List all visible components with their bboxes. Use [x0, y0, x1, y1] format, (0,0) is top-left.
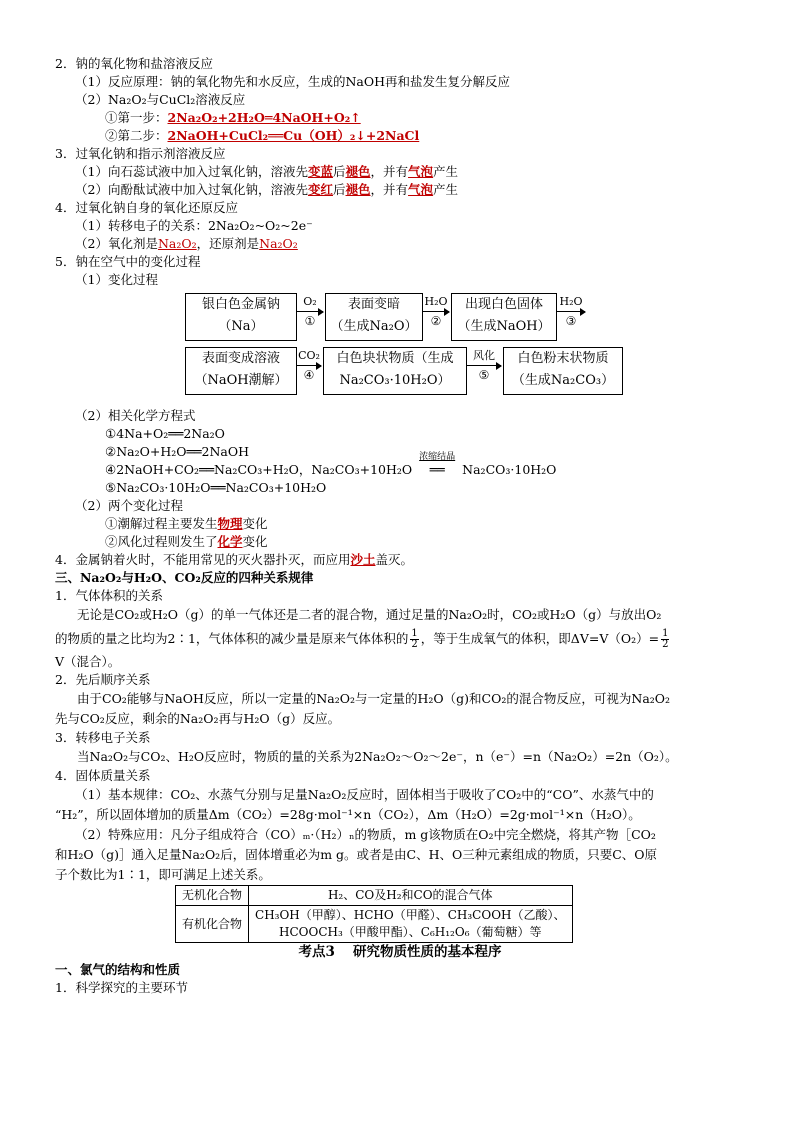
- equation-line: ①第一步：2Na₂O₂+2H₂O═4NaOH+O₂↑: [105, 110, 361, 125]
- text-line: 的物质的量之比均为2∶1，气体体积的减少量是原来气体体积的 $\frac{1}{2}$ ，等于生成氧气的体积，即ΔV=V（O₂）= $\frac{1}{2}$: [55, 628, 669, 650]
- diagram-box: 银白色金属钠 （Na）: [185, 293, 297, 341]
- text-line: 当Na₂O₂与CO₂、H₂O反应时，物质的量的关系为2Na₂O₂～O₂～2e⁻，n（e⁻）=n（Na₂O₂）=2n（O₂）。: [77, 749, 678, 764]
- section-heading: 三、Na₂O₂与H₂O、CO₂反应的四种关系规律: [55, 570, 314, 585]
- equation-answer: 2Na₂O₂+2H₂O═4NaOH+O₂↑: [167, 110, 361, 125]
- diagram-arrow: CO₂ ④: [298, 349, 320, 382]
- answer: 气泡: [408, 182, 434, 197]
- sub-heading: 1．气体体积的关系: [55, 588, 163, 603]
- equation-line: ①4Na+O₂══2Na₂O: [105, 426, 225, 441]
- change-process-diagram: [55, 291, 745, 403]
- text-line: 无论是CO₂或H₂O（g）的单一气体还是二者的混合物，通过足量的Na₂O₂时，CO₂或H₂O（g）与放出O₂: [77, 607, 662, 622]
- answer: 沙土: [350, 552, 376, 567]
- heading-5: 5．钠在空气中的变化过程: [55, 254, 201, 269]
- text-line: 由于CO₂能够与NaOH反应，所以一定量的Na₂O₂与一定量的H₂O（g)和CO₂的混合物反应，可视为Na₂O₂: [77, 691, 671, 706]
- compound-table: [175, 885, 573, 943]
- equation-line: ②第二步：2NaOH+CuCl₂══Cu（OH）₂↓+2NaCl: [105, 128, 420, 143]
- equation-line: ⑤Na₂CO₃·10H₂O══Na₂CO₃+10H₂O: [105, 480, 327, 495]
- text-line: 4．金属钠着火时，不能用常见的灭火器扑灭，而应用沙土盖灭。: [55, 552, 413, 567]
- sub-heading: 1．科学探究的主要环节: [55, 980, 188, 995]
- answer: 变红: [307, 182, 333, 197]
- table-cell: 有机化合物: [176, 906, 249, 943]
- table-row: [176, 886, 573, 906]
- text-line: （2）向酚酞试液中加入过氧化钠，溶液先变红后褪色，并有气泡产生: [75, 182, 459, 197]
- answer: 变蓝: [307, 164, 333, 179]
- answer: 化学: [217, 534, 243, 549]
- text-line: （2）特殊应用：凡分子组成符合（CO）ₘ·（H₂）ₙ的物质，m g该物质在O₂中完全燃烧，将其产物［CO₂: [75, 827, 656, 842]
- diagram-box: 白色粉末状物质 （生成Na₂CO₃）: [503, 347, 623, 395]
- diagram-box: 表面变暗 （生成Na₂O）: [325, 293, 423, 341]
- text-line: （1）向石蕊试液中加入过氧化钠，溶液先变蓝后褪色，并有气泡产生: [75, 164, 459, 179]
- diagram-arrow: H₂O ③: [557, 295, 585, 328]
- heading-3: 3．过氧化钠和指示剂溶液反应: [55, 146, 226, 161]
- text-line: 先与CO₂反应，剩余的Na₂O₂再与H₂O（g）反应。: [55, 711, 341, 726]
- section-heading: 一、氯气的结构和性质: [55, 962, 181, 977]
- heading-2: 2．钠的氧化物和盐溶液反应: [55, 56, 213, 71]
- text-line: 子个数比为1∶1，即可满足上述关系。: [55, 867, 271, 882]
- text-line: （1）反应原理：钠的氧化物先和水反应，生成的NaOH再和盐发生复分解反应: [75, 74, 510, 89]
- text-line: V（混合）。: [55, 654, 121, 669]
- sub-heading: 2．先后顺序关系: [55, 672, 151, 687]
- text-line: （2）两个变化过程: [75, 498, 183, 513]
- diagram-box: 表面变成溶液 （NaOH潮解）: [185, 347, 297, 395]
- text-line: “H₂”，所以固体增加的质量Δm（CO₂）=28g·mol⁻¹×n（CO₂），Δm（H₂O）=2g·mol⁻¹×n（H₂O）。: [55, 807, 641, 822]
- document-page: [55, 55, 745, 997]
- text-line: ①潮解过程主要发生物理变化: [105, 516, 268, 531]
- answer: Na₂O₂: [259, 236, 298, 251]
- equation-line: ②Na₂O+H₂O══2NaOH: [105, 444, 250, 459]
- text-line: ②风化过程则发生了化学变化: [105, 534, 268, 549]
- text-line: （2）相关化学方程式: [75, 408, 196, 423]
- text-line: 和H₂O（g)］通入足量Na₂O₂后，固体增重必为m g。或者是由C、H、O三种元素组成的物质，只要C、O原: [55, 847, 658, 862]
- diagram-arrow: 风化 ⑤: [467, 349, 501, 382]
- text-line: （2）氧化剂是Na₂O₂，还原剂是Na₂O₂: [75, 236, 298, 251]
- diagram-box: 白色块状物质（生成 Na₂CO₃·10H₂O）: [323, 347, 467, 395]
- text-line: （1）基本规律：CO₂、水蒸气分别与足量Na₂O₂反应时，固体相当于吸收了CO₂中的“CO”、水蒸气中的: [75, 787, 654, 802]
- kaodian-title: 考点3 研究物质性质的基本程序: [298, 944, 502, 960]
- answer: 褪色: [345, 182, 371, 197]
- table-cell: H₂、CO及H₂和CO的混合气体: [249, 886, 573, 906]
- table-cell: 无机化合物: [176, 886, 249, 906]
- diagram-arrow: O₂ ①: [297, 295, 323, 328]
- heading-4: 4．过氧化钠自身的氧化还原反应: [55, 200, 238, 215]
- diagram-box: 出现白色固体 （生成NaOH）: [451, 293, 557, 341]
- sub-heading: 4．固体质量关系: [55, 768, 151, 783]
- answer: Na₂O₂: [157, 236, 197, 251]
- text-line: （2）Na₂O₂与CuCl₂溶液反应: [75, 92, 246, 107]
- answer: 气泡: [408, 164, 434, 179]
- text-line: （1）变化过程: [75, 272, 158, 287]
- fraction: $\frac{1}{2}$: [662, 628, 669, 650]
- answer: 物理: [217, 516, 243, 531]
- text-line: （1）转移电子的关系：2Na₂O₂~O₂~2e⁻: [75, 218, 313, 233]
- table-row: [176, 906, 573, 943]
- equation-answer: 2NaOH+CuCl₂══Cu（OH）₂↓+2NaCl: [167, 128, 420, 143]
- sub-heading: 3．转移电子关系: [55, 730, 151, 745]
- equation-line: ④2NaOH+CO₂══Na₂CO₃+H₂O，Na₂CO₃+10H₂O 浓缩结晶 ══ Na₂CO₃·10H₂O: [105, 452, 557, 477]
- answer: 褪色: [345, 164, 371, 179]
- fraction: $\frac{1}{2}$: [411, 628, 418, 650]
- table-cell: CH₃OH（甲醇）、HCHO（甲醛）、CH₃COOH（乙酸）、 HCOOCH₃（甲酸甲酯）、C₆H₁₂O₆（葡萄糖）等: [249, 906, 573, 943]
- diagram-arrow: H₂O ②: [424, 295, 448, 328]
